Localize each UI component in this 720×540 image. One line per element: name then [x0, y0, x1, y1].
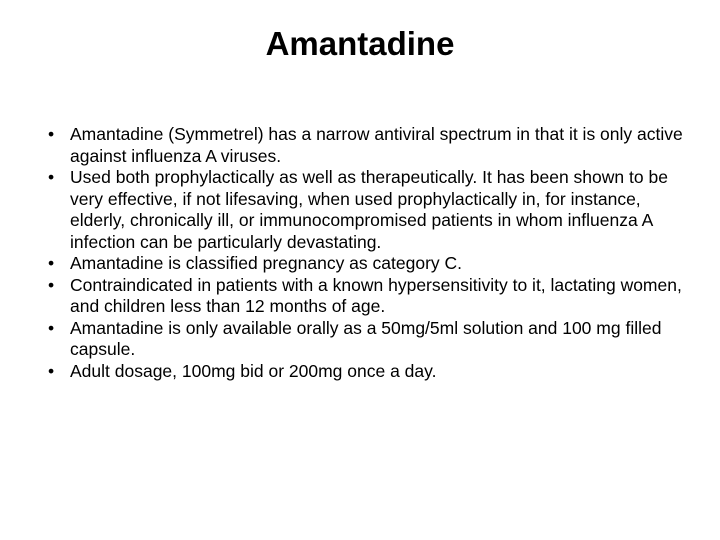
- list-item: [48, 318, 688, 361]
- bullet-list: [48, 124, 688, 382]
- list-item: [48, 124, 688, 167]
- bullet-icon: •: [48, 167, 55, 187]
- list-item: [48, 167, 688, 253]
- bullet-text: Used both prophylactically as well as therapeutically. It has been shown to be very effective, if not lifesaving, when used prophylactically in, for instance, elderly, chronically ill, or immunocompromised patients in whom influenza A infection can be particularly devastating.: [70, 167, 668, 252]
- bullet-text: Adult dosage, 100mg bid or 200mg once a day.: [70, 360, 437, 381]
- bullet-icon: •: [48, 360, 55, 381]
- bullet-text: Contraindicated in patients with a known hypersensitivity to it, lactating women, and children less than 12 months of age.: [70, 274, 682, 316]
- list-item: [48, 361, 688, 383]
- bullet-text: Amantadine is classified pregnancy as category C.: [70, 253, 463, 273]
- bullet-text: Amantadine is only available orally as a 50mg/5ml solution and 100 mg filled capsule.: [70, 317, 662, 359]
- list-item: [48, 253, 688, 275]
- bullet-icon: •: [48, 317, 55, 338]
- bullet-text: Amantadine (Symmetrel) has a narrow antiviral spectrum in that it is only active against influenza A viruses.: [70, 124, 683, 166]
- bullet-icon: •: [48, 124, 55, 144]
- list-item: [48, 275, 688, 318]
- bullet-icon: •: [48, 274, 55, 295]
- slide-title: Amantadine: [265, 25, 455, 62]
- bullet-icon: •: [48, 253, 55, 273]
